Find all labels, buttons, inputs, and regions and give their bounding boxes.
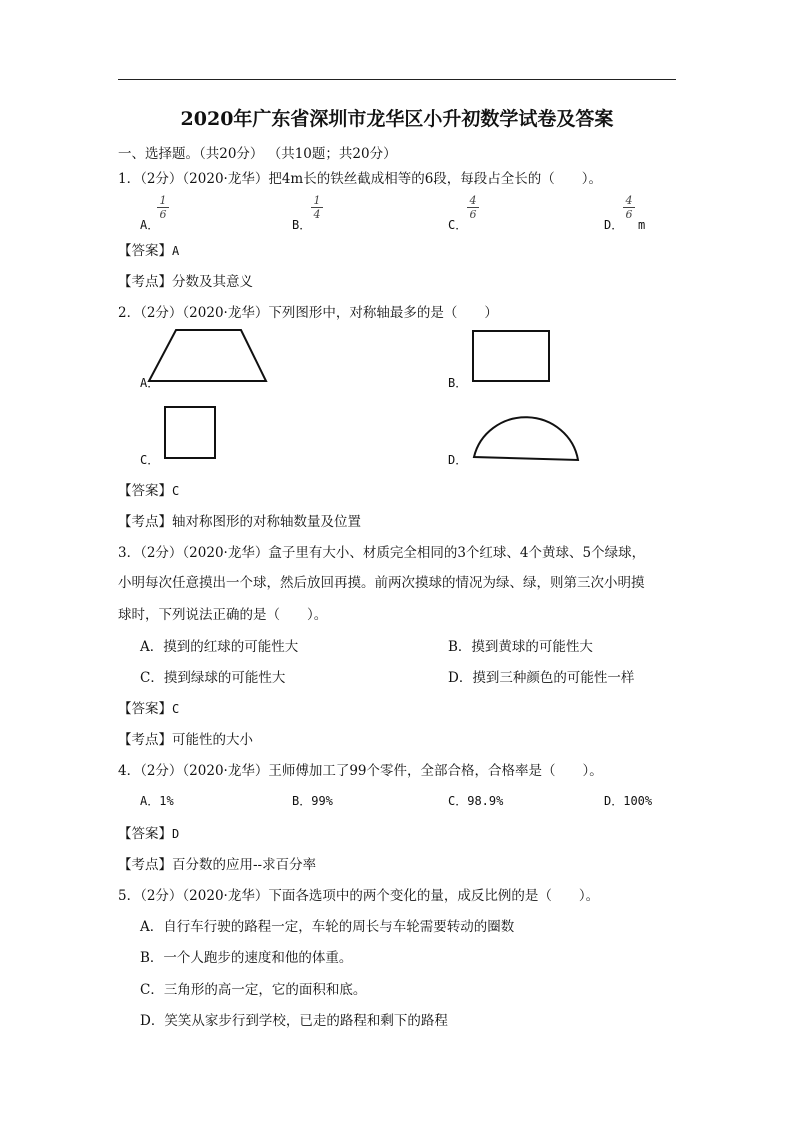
q2-option-a-label[interactable]: A． bbox=[140, 376, 160, 390]
q1-option-b-denominator: 4 bbox=[313, 208, 321, 221]
q2-answer bbox=[118, 479, 179, 499]
q4-option-d[interactable]: D．100% bbox=[604, 794, 653, 808]
q1-option-c-fraction bbox=[467, 195, 479, 220]
q5-option-a[interactable]: A．自行车行驶的路程一定，车轮的周长与车轮需要转动的圈数 bbox=[140, 919, 515, 935]
semicircle-shape[interactable] bbox=[470, 403, 582, 463]
q1-option-b-label[interactable]: B． bbox=[292, 218, 312, 232]
q3-option-c[interactable]: C．摸到绿球的可能性大 bbox=[140, 670, 286, 686]
q5-option-c[interactable]: C．三角形的高一定，它的面积和底。 bbox=[140, 982, 367, 998]
q1-topic-value: 分数及其意义 bbox=[172, 274, 253, 290]
q1-option-a-numerator: 1 bbox=[159, 194, 167, 207]
square-shape[interactable] bbox=[162, 404, 218, 462]
q5-option-b[interactable]: B．一个人跑步的速度和他的体重。 bbox=[140, 950, 353, 966]
q1-option-a-denominator: 6 bbox=[159, 208, 167, 221]
q3-stem-line-3: 球时，下列说法正确的是（ ）。 bbox=[118, 607, 328, 623]
q1-option-c-label[interactable]: C． bbox=[448, 218, 468, 232]
q3-option-a[interactable]: A．摸到的红球的可能性大 bbox=[140, 639, 299, 655]
q1-option-d-unit: m bbox=[638, 218, 646, 232]
q1-stem: 1．（2分）（2020·龙华）把4m长的铁丝截成相等的6段，每段占全长的（ ）。 bbox=[118, 171, 603, 187]
answer-label: 【答案】 bbox=[118, 701, 172, 717]
topic-label: 【考点】 bbox=[118, 514, 172, 530]
q1-answer bbox=[118, 239, 179, 259]
q5-option-d[interactable]: D．笑笑从家步行到学校，已走的路程和剩下的路程 bbox=[140, 1013, 448, 1029]
q3-topic-value: 可能性的大小 bbox=[172, 732, 253, 748]
q4-answer bbox=[118, 822, 179, 842]
topic-label: 【考点】 bbox=[118, 274, 172, 290]
q1-option-d-numerator: 4 bbox=[625, 194, 633, 207]
topic-label: 【考点】 bbox=[118, 732, 172, 748]
q3-option-d[interactable]: D．摸到三种颜色的可能性一样 bbox=[448, 670, 635, 686]
header-rule bbox=[118, 79, 676, 80]
q1-topic bbox=[118, 270, 253, 290]
q1-option-b-numerator: 1 bbox=[313, 194, 321, 207]
q3-stem-line-1: 3．（2分）（2020·龙华）盒子里有大小、材质完全相同的3个红球、4个黄球、5个绿球， bbox=[118, 545, 646, 561]
q2-answer-value: C bbox=[172, 484, 180, 498]
q3-answer bbox=[118, 697, 179, 717]
answer-label: 【答案】 bbox=[118, 243, 172, 259]
q3-option-b[interactable]: B．摸到黄球的可能性大 bbox=[448, 639, 593, 655]
q1-option-c-denominator: 6 bbox=[469, 208, 477, 221]
q2-topic-value: 轴对称图形的对称轴数量及位置 bbox=[172, 514, 361, 530]
q1-option-d-denominator: 6 bbox=[625, 208, 633, 221]
q4-topic-value: 百分数的应用--求百分率 bbox=[172, 857, 317, 873]
q1-option-c-numerator: 4 bbox=[469, 194, 477, 207]
q4-option-b[interactable]: B．99% bbox=[292, 794, 333, 808]
q2-option-c-label[interactable]: C． bbox=[140, 453, 160, 467]
answer-label: 【答案】 bbox=[118, 826, 172, 842]
q1-option-b-fraction bbox=[311, 195, 323, 220]
q4-option-a[interactable]: A．1% bbox=[140, 794, 174, 808]
trapezoid-shape[interactable] bbox=[145, 326, 275, 386]
q3-answer-value: C bbox=[172, 702, 180, 716]
rectangle-shape[interactable] bbox=[470, 328, 552, 384]
answer-label: 【答案】 bbox=[118, 483, 172, 499]
topic-label: 【考点】 bbox=[118, 857, 172, 873]
q1-option-a-label[interactable]: A． bbox=[140, 218, 160, 232]
page-title: 2020年广东省深圳市龙华区小升初数学试卷及答案 bbox=[180, 108, 614, 130]
q2-option-b-label[interactable]: B． bbox=[448, 376, 468, 390]
q1-answer-value: A bbox=[172, 244, 180, 258]
q1-option-d-label[interactable]: D． bbox=[604, 218, 624, 232]
q1-option-d-fraction bbox=[623, 195, 635, 220]
q3-topic bbox=[118, 728, 253, 748]
q4-answer-value: D bbox=[172, 827, 180, 841]
q3-stem-line-2: 小明每次任意摸出一个球，然后放回再摸。前两次摸球的情况为绿、绿，则第三次小明摸 bbox=[118, 575, 645, 591]
q4-topic bbox=[118, 853, 316, 873]
q1-option-a-fraction bbox=[157, 195, 169, 220]
q2-stem: 2．（2分）（2020·龙华）下列图形中，对称轴最多的是（ ） bbox=[118, 305, 498, 321]
q4-option-c[interactable]: C．98.9% bbox=[448, 794, 504, 808]
q2-option-d-label[interactable]: D． bbox=[448, 453, 468, 467]
section-heading: 一、选择题。（共20分） （共10题；共20分） bbox=[118, 146, 397, 162]
q4-stem: 4．（2分）（2020·龙华）王师傅加工了99个零件，全部合格，合格率是（ ）。 bbox=[118, 763, 603, 779]
q2-topic bbox=[118, 510, 361, 530]
q5-stem: 5．（2分）（2020·龙华）下面各选项中的两个变化的量，成反比例的是（ ）。 bbox=[118, 888, 600, 904]
